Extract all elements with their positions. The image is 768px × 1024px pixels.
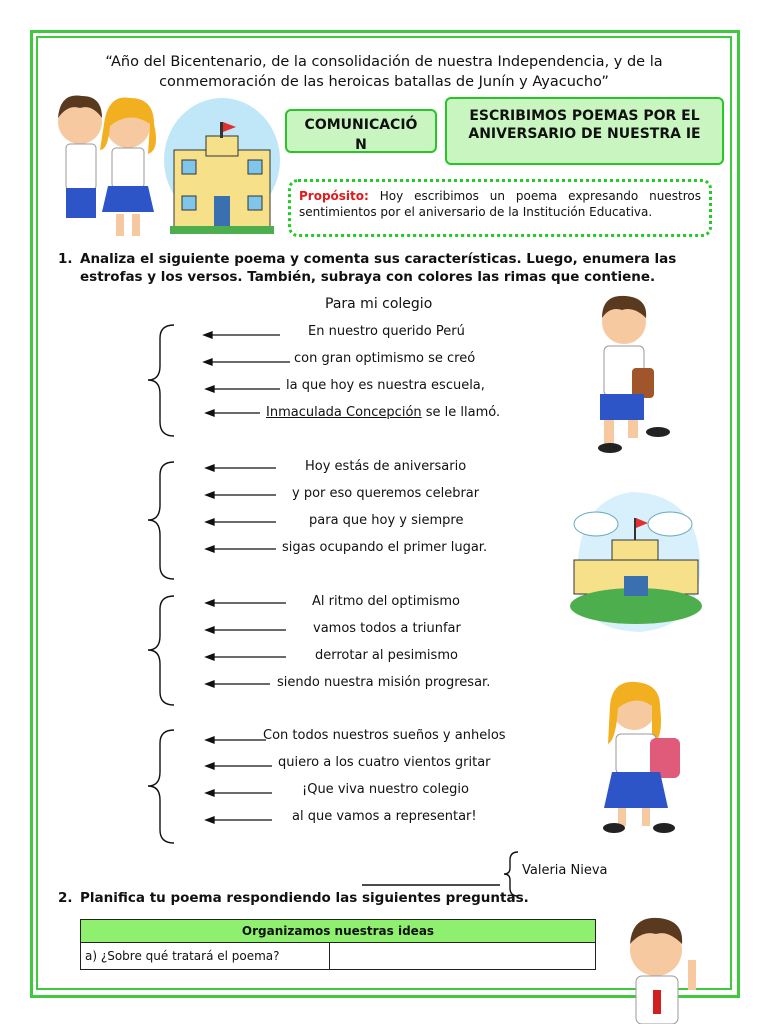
ideas-table xyxy=(80,919,596,970)
verse-3-1: Al ritmo del optimismo xyxy=(312,594,461,609)
quote-line-2: conmemoración de las heroicas batallas de Junín y Ayacucho” xyxy=(159,74,609,90)
verse-4-2: quiero a los cuatro vientos gritar xyxy=(278,755,491,770)
purpose-label: Propósito: xyxy=(299,189,369,203)
stanza-4-brace xyxy=(148,730,174,843)
question-a: a) ¿Sobre qué tratará el poema? xyxy=(81,943,330,970)
poem-author: Valeria Nieva xyxy=(522,863,608,878)
subject-line-1: COMUNICACIÓ xyxy=(304,117,418,133)
verse-4-1: Con todos nuestros sueños y anhelos xyxy=(263,728,506,743)
quote-line-1: “Año del Bicentenario, de la consolidación de nuestra Independencia, y de la xyxy=(105,54,663,70)
session-title-line-1: ESCRIBIMOS POEMAS POR EL xyxy=(469,108,700,124)
ideas-table-header: Organizamos nuestras ideas xyxy=(81,920,596,943)
answer-a-field[interactable] xyxy=(330,943,596,970)
instruction-2-number: 2. xyxy=(58,890,73,906)
underlined-school-name: Inmaculada Concepción xyxy=(266,405,422,420)
instruction-1-line-1: Analiza el siguiente poema y comenta sus características. Luego, enumera las xyxy=(80,251,677,267)
verse-arrows xyxy=(204,332,290,823)
instruction-2-text: Planifica tu poema respondiendo las siguientes preguntas. xyxy=(80,890,529,906)
poem-title: Para mi colegio xyxy=(325,296,433,312)
session-title-line-2: ANIVERSARIO DE NUESTRA IE xyxy=(468,126,701,142)
instruction-1-line-2: estrofas y los versos. También, subraya con colores las rimas que contiene. xyxy=(80,269,656,285)
verse-1-2: con gran optimismo se creó xyxy=(294,351,476,366)
stanza-1-brace xyxy=(148,325,174,436)
verse-4-3: ¡Que viva nuestro colegio xyxy=(302,782,469,797)
table-row xyxy=(81,943,596,970)
instruction-2 xyxy=(58,889,713,907)
verse-2-4: sigas ocupando el primer lugar. xyxy=(282,540,488,555)
purpose-text: Hoy escribimos un poema expresando nuestros sentimientos por el aniversario de la Institución Educativa. xyxy=(299,189,701,219)
verse-3-2: vamos todos a triunfar xyxy=(313,621,461,636)
subject-line-2: N xyxy=(355,137,367,153)
instruction-1-number: 1. xyxy=(58,251,73,267)
verse-2-2: y por eso queremos celebrar xyxy=(292,486,480,501)
verse-1-3: la que hoy es nuestra escuela, xyxy=(286,378,485,393)
verse-2-1: Hoy estás de aniversario xyxy=(305,459,467,474)
verse-3-3: derrotar al pesimismo xyxy=(315,648,458,663)
verse-1-1: En nuestro querido Perú xyxy=(308,324,465,339)
verse-1-4-rest: se le llamó. xyxy=(421,405,501,420)
stanza-3-brace xyxy=(148,596,174,705)
verse-4-4: al que vamos a representar! xyxy=(292,809,477,824)
verse-2-3: para que hoy y siempre xyxy=(309,513,464,528)
stanza-2-brace xyxy=(148,462,174,579)
verse-3-4: siendo nuestra misión progresar. xyxy=(277,675,491,690)
